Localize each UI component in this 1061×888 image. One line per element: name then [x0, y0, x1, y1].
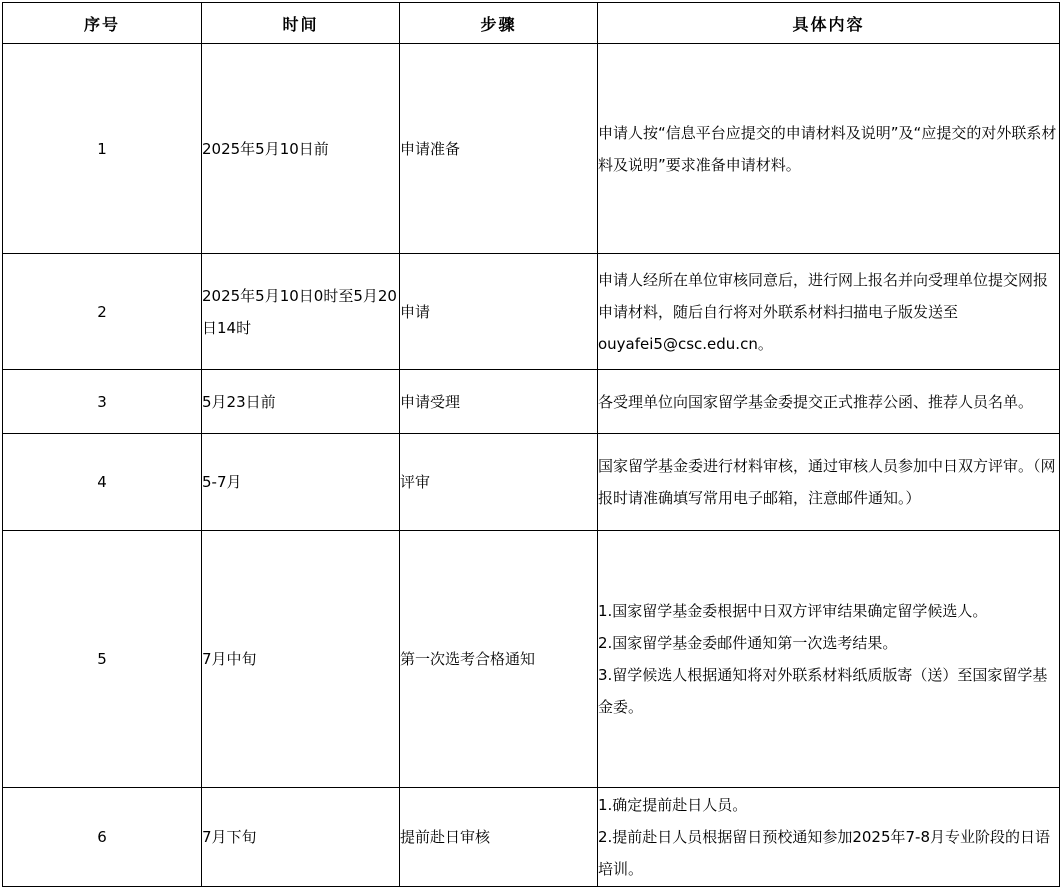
detail-line: 3.留学候选人根据通知将对外联系材料纸质版寄（送）至国家留学基金委。 — [598, 666, 1048, 716]
detail-line: 1.国家留学基金委根据中日双方评审结果确定留学候选人。 — [598, 602, 988, 620]
row-step: 评审 — [400, 434, 598, 531]
table-row — [3, 434, 1060, 531]
table-row — [3, 788, 1060, 887]
row-detail — [598, 370, 1060, 434]
detail-line: 国家留学基金委进行材料审核，通过审核人员参加中日双方评审。（网报时请准确填写常用电子邮箱，注意邮件通知。） — [598, 457, 1056, 507]
header-step: 步骤 — [400, 3, 598, 44]
table-header-row — [3, 3, 1060, 44]
row-detail — [598, 44, 1060, 254]
header-num: 序号 — [3, 3, 202, 44]
row-step: 提前赴日审核 — [400, 788, 598, 887]
row-num: 3 — [3, 370, 202, 434]
row-detail — [598, 434, 1060, 531]
row-time: 2025年5月10日0时至5月20日14时 — [202, 254, 400, 370]
detail-line: 2.国家留学基金委邮件通知第一次选考结果。 — [598, 634, 898, 652]
table-row — [3, 370, 1060, 434]
row-time: 7月下旬 — [202, 788, 400, 887]
detail-line: 申请人按“信息平台应提交的申请材料及说明”及“应提交的对外联系材料及说明”要求准备申请材料。 — [598, 123, 1057, 174]
row-step: 申请准备 — [400, 44, 598, 254]
row-time: 5-7月 — [202, 434, 400, 531]
row-step: 申请受理 — [400, 370, 598, 434]
row-detail — [598, 788, 1060, 887]
row-time: 7月中旬 — [202, 531, 400, 788]
row-step: 申请 — [400, 254, 598, 370]
row-step: 第一次选考合格通知 — [400, 531, 598, 788]
detail-line: 申请人经所在单位审核同意后，进行网上报名并向受理单位提交网报申请材料，随后自行将对外联系材料扫描电子版发送至ouyafei5@csc.edu.cn。 — [598, 270, 1049, 353]
table-row — [3, 531, 1060, 788]
table-row — [3, 254, 1060, 370]
row-time: 2025年5月10日前 — [202, 44, 400, 254]
schedule-table — [2, 2, 1060, 887]
detail-line: 各受理单位向国家留学基金委提交正式推荐公函、推荐人员名单。 — [598, 392, 1034, 411]
row-num: 1 — [3, 44, 202, 254]
row-num: 5 — [3, 531, 202, 788]
row-num: 4 — [3, 434, 202, 531]
row-detail — [598, 531, 1060, 788]
row-num: 6 — [3, 788, 202, 887]
row-time: 5月23日前 — [202, 370, 400, 434]
row-num: 2 — [3, 254, 202, 370]
detail-line: 2.提前赴日人员根据留日预校通知参加2025年7-8月专业阶段的日语培训。 — [598, 828, 1050, 878]
header-detail: 具体内容 — [598, 3, 1060, 44]
header-time: 时间 — [202, 3, 400, 44]
detail-line: 1.确定提前赴日人员。 — [598, 796, 748, 814]
table-row — [3, 44, 1060, 254]
row-detail — [598, 254, 1060, 370]
